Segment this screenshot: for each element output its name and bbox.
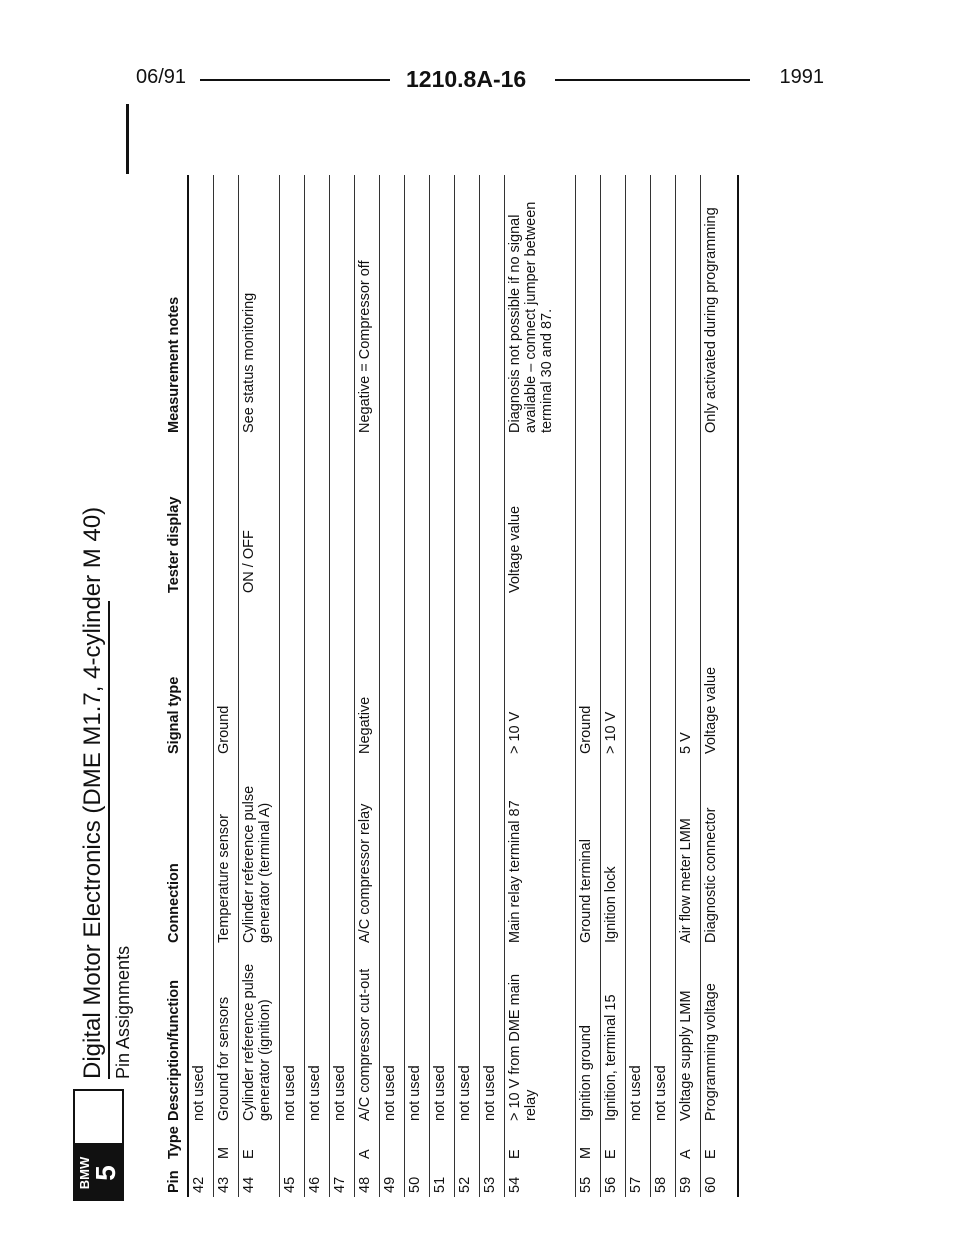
cell-measurement-notes: Diagnosis not possible if no signal available – connect jumper between terminal 30 and 87. [505, 175, 576, 437]
cell-type [455, 1125, 480, 1163]
cell-description: not used [430, 947, 455, 1125]
cell-type [480, 1125, 505, 1163]
logo-blank-box [73, 1089, 124, 1145]
cell-type [380, 1125, 405, 1163]
cell-signal-type: Voltage value [701, 597, 739, 758]
cell-description: Ignition, terminal 15 [601, 947, 626, 1125]
cell-type [188, 1125, 214, 1163]
table-row [505, 175, 576, 1197]
cell-tester-display: Voltage value [505, 437, 576, 597]
cell-type: M [576, 1125, 601, 1163]
cell-signal-type [330, 597, 355, 758]
cell-connection [430, 758, 455, 947]
cell-signal-type [188, 597, 214, 758]
cell-description: A/C compressor cut-out [355, 947, 380, 1125]
cell-measurement-notes [576, 175, 601, 437]
cell-connection: Diagnostic connector [701, 758, 739, 947]
cell-pin: 47 [330, 1163, 355, 1197]
cell-pin: 55 [576, 1163, 601, 1197]
table-row [601, 175, 626, 1197]
header-rule-right [555, 79, 750, 81]
rotated-content [73, 144, 793, 1201]
cell-measurement-notes [405, 175, 430, 437]
title-rule [108, 601, 110, 1079]
header-signal-type: Signal type [166, 597, 188, 758]
cell-tester-display [455, 437, 480, 597]
table-row [188, 175, 214, 1197]
cell-type: E [701, 1125, 739, 1163]
cell-tester-display [576, 437, 601, 597]
cell-description: not used [480, 947, 505, 1125]
cell-description: not used [405, 947, 430, 1125]
cell-signal-type: 5 V [676, 597, 701, 758]
cell-pin: 49 [380, 1163, 405, 1197]
cell-type [430, 1125, 455, 1163]
cell-measurement-notes [455, 175, 480, 437]
cell-type [651, 1125, 676, 1163]
cell-measurement-notes [626, 175, 651, 437]
cell-description: not used [305, 947, 330, 1125]
cell-tester-display [601, 437, 626, 597]
cell-connection [380, 758, 405, 947]
cell-signal-type [239, 597, 280, 758]
cell-description: Ignition ground [576, 947, 601, 1125]
page-subtitle: Pin Assignments [113, 945, 133, 1079]
cell-signal-type [380, 597, 405, 758]
cell-measurement-notes [188, 175, 214, 437]
cell-connection: Main relay terminal 87 [505, 758, 576, 947]
cell-type: E [239, 1125, 280, 1163]
cell-description: Voltage supply LMM [676, 947, 701, 1125]
cell-description: not used [188, 947, 214, 1125]
cell-signal-type [455, 597, 480, 758]
cell-tester-display [355, 437, 380, 597]
header-date: 06/91 [130, 66, 192, 89]
cell-measurement-notes [380, 175, 405, 437]
cell-tester-display [430, 437, 455, 597]
cell-signal-type: Negative [355, 597, 380, 758]
table-row [626, 175, 651, 1197]
header-type: Type [166, 1125, 188, 1163]
cell-measurement-notes [651, 175, 676, 437]
cell-connection: Air flow meter LMM [676, 758, 701, 947]
cell-signal-type: > 10 V [505, 597, 576, 758]
cell-pin: 50 [405, 1163, 430, 1197]
cell-connection [330, 758, 355, 947]
cell-connection [455, 758, 480, 947]
cell-description: not used [626, 947, 651, 1125]
table-row [405, 175, 430, 1197]
cell-pin: 59 [676, 1163, 701, 1197]
table-row [455, 175, 480, 1197]
cell-connection: Ignition lock [601, 758, 626, 947]
cell-measurement-notes: Negative = Compressor off [355, 175, 380, 437]
table-row [330, 175, 355, 1197]
cell-signal-type [430, 597, 455, 758]
table-row [239, 175, 280, 1197]
cell-pin: 58 [651, 1163, 676, 1197]
cell-measurement-notes: Only activated during programming [701, 175, 739, 437]
table-body [188, 175, 738, 1197]
cell-connection: Ground terminal [576, 758, 601, 947]
cell-connection [651, 758, 676, 947]
cell-measurement-notes [430, 175, 455, 437]
cell-connection [305, 758, 330, 947]
cell-tester-display [405, 437, 430, 597]
cell-tester-display: ON / OFF [239, 437, 280, 597]
table-row [380, 175, 405, 1197]
cell-type [405, 1125, 430, 1163]
cell-description: not used [651, 947, 676, 1125]
cell-signal-type [480, 597, 505, 758]
cell-signal-type [651, 597, 676, 758]
cell-signal-type: Ground [576, 597, 601, 758]
table-row [676, 175, 701, 1197]
cell-connection [626, 758, 651, 947]
cell-tester-display [651, 437, 676, 597]
cell-signal-type [626, 597, 651, 758]
table-header-row [166, 175, 188, 1197]
cell-type: E [601, 1125, 626, 1163]
table-row [305, 175, 330, 1197]
cell-connection [480, 758, 505, 947]
header-pin: Pin [166, 1163, 188, 1197]
cell-tester-display [305, 437, 330, 597]
cell-measurement-notes [330, 175, 355, 437]
table-row [480, 175, 505, 1197]
cell-description: Cylinder reference pulse generator (ignition) [239, 947, 280, 1125]
cell-measurement-notes [480, 175, 505, 437]
cell-connection: Cylinder reference pulse generator (terminal A) [239, 758, 280, 947]
cell-description: Programming voltage [701, 947, 739, 1125]
cell-pin: 51 [430, 1163, 455, 1197]
cell-tester-display [380, 437, 405, 597]
cell-pin: 45 [280, 1163, 305, 1197]
header-connection: Connection [166, 758, 188, 947]
cell-measurement-notes [214, 175, 239, 437]
cell-pin: 54 [505, 1163, 576, 1197]
cell-type: M [214, 1125, 239, 1163]
table-row [280, 175, 305, 1197]
cell-connection [405, 758, 430, 947]
cell-description: Ground for sensors [214, 947, 239, 1125]
header-tester-display: Tester display [166, 437, 188, 597]
cell-pin: 56 [601, 1163, 626, 1197]
logo-series: 5 [90, 1165, 121, 1181]
cell-type: E [505, 1125, 576, 1163]
cell-measurement-notes: See status monitoring [239, 175, 280, 437]
cell-type [305, 1125, 330, 1163]
cell-pin: 57 [626, 1163, 651, 1197]
header-rule-left [200, 79, 390, 81]
cell-type: A [676, 1125, 701, 1163]
bmw-logo [73, 1145, 124, 1201]
cell-tester-display [188, 437, 214, 597]
cell-type [280, 1125, 305, 1163]
cell-signal-type: > 10 V [601, 597, 626, 758]
table-row [576, 175, 601, 1197]
cell-type: A [355, 1125, 380, 1163]
cell-pin: 53 [480, 1163, 505, 1197]
cell-description: not used [380, 947, 405, 1125]
cell-description: not used [455, 947, 480, 1125]
table-row [701, 175, 739, 1197]
pin-assignment-table [166, 175, 739, 1197]
cell-measurement-notes [601, 175, 626, 437]
cell-description: not used [330, 947, 355, 1125]
cell-tester-display [330, 437, 355, 597]
cell-tester-display [676, 437, 701, 597]
cell-pin: 48 [355, 1163, 380, 1197]
cell-connection [188, 758, 214, 947]
logo-brand: BMW [77, 1156, 92, 1190]
header-doc-number: 1210.8A-16 [400, 66, 532, 93]
cell-connection: Temperature sensor [214, 758, 239, 947]
header-measurement-notes: Measurement notes [166, 175, 188, 437]
page-title: Digital Motor Electronics (DME M1.7, 4-cylinder M 40) [79, 506, 106, 1079]
cell-tester-display [480, 437, 505, 597]
cell-pin: 44 [239, 1163, 280, 1197]
table-row [214, 175, 239, 1197]
cell-pin: 43 [214, 1163, 239, 1197]
table-row [355, 175, 380, 1197]
header-year: 1991 [774, 66, 831, 89]
cell-tester-display [626, 437, 651, 597]
cell-measurement-notes [305, 175, 330, 437]
cell-description: not used [280, 947, 305, 1125]
cell-signal-type [280, 597, 305, 758]
cell-type [330, 1125, 355, 1163]
cell-type [626, 1125, 651, 1163]
page-header [130, 66, 830, 100]
header-description: Description/function [166, 947, 188, 1125]
cell-tester-display [214, 437, 239, 597]
cell-measurement-notes [676, 175, 701, 437]
cell-pin: 42 [188, 1163, 214, 1197]
cell-signal-type: Ground [214, 597, 239, 758]
table-row [430, 175, 455, 1197]
cell-signal-type [405, 597, 430, 758]
table-row [651, 175, 676, 1197]
cell-connection: A/C compressor relay [355, 758, 380, 947]
cell-pin: 46 [305, 1163, 330, 1197]
cell-description: > 10 V from DME main relay [505, 947, 576, 1125]
cell-pin: 52 [455, 1163, 480, 1197]
cell-tester-display [280, 437, 305, 597]
cell-signal-type [305, 597, 330, 758]
cell-pin: 60 [701, 1163, 739, 1197]
cell-tester-display [701, 437, 739, 597]
cell-connection [280, 758, 305, 947]
cell-measurement-notes [280, 175, 305, 437]
